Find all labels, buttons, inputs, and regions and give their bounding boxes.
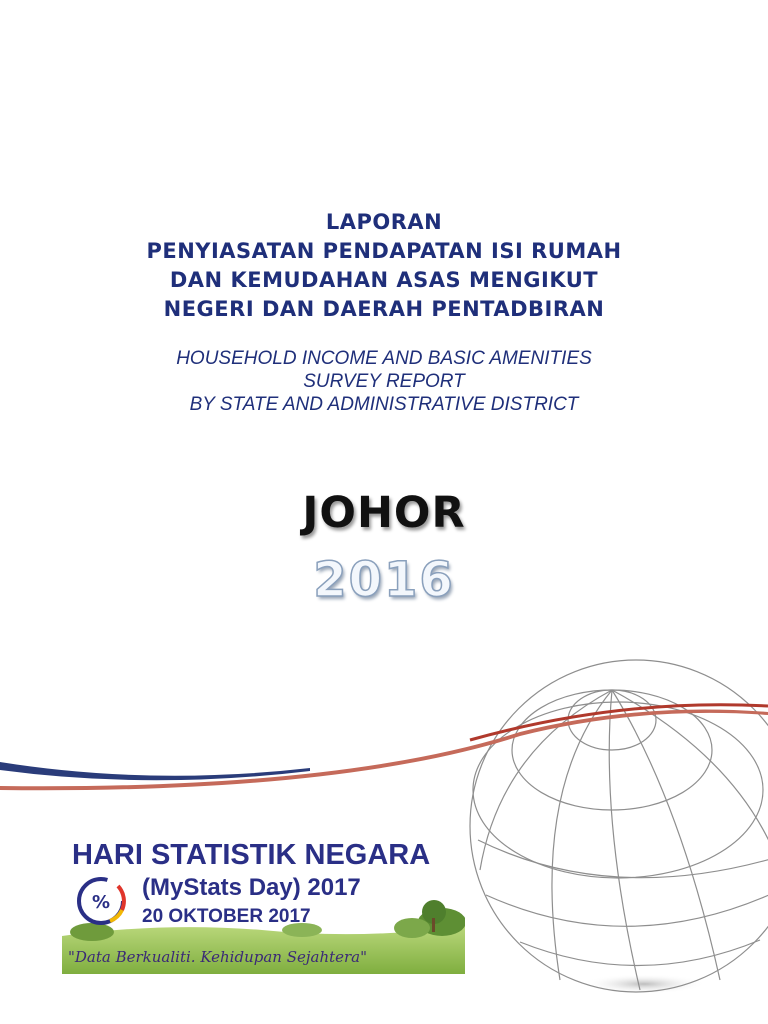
subtitle-line: SURVEY REPORT: [303, 371, 465, 392]
banner-date: 20 OKTOBER 2017: [142, 906, 311, 927]
banner-slogan: "Data Berkualiti. Kehidupan Sejahtera": [68, 948, 368, 966]
title-line: LAPORAN: [325, 210, 443, 234]
subtitle-line: HOUSEHOLD INCOME AND BASIC AMENITIES: [176, 348, 592, 369]
report-title-malay: [0, 208, 768, 324]
banner-subtitle: (MyStats Day) 2017: [142, 874, 361, 901]
banner-title: HARI STATISTIK NEGARA: [72, 839, 431, 871]
state-name: JOHOR: [302, 488, 466, 538]
percent-icon: [70, 870, 132, 932]
title-line: DAN KEMUDAHAN ASAS MENGIKUT: [169, 268, 599, 292]
report-year: 2016: [313, 552, 455, 608]
title-line: NEGERI DAN DAERAH PENTADBIRAN: [163, 297, 605, 321]
report-title-english: [0, 347, 768, 416]
title-line: PENYIASATAN PENDAPATAN ISI RUMAH: [146, 239, 622, 263]
svg-text:%: %: [91, 892, 111, 913]
subtitle-line: BY STATE AND ADMINISTRATIVE DISTRICT: [189, 394, 579, 415]
mystats-day-banner: [62, 830, 465, 974]
swoosh-dark: [0, 762, 310, 780]
